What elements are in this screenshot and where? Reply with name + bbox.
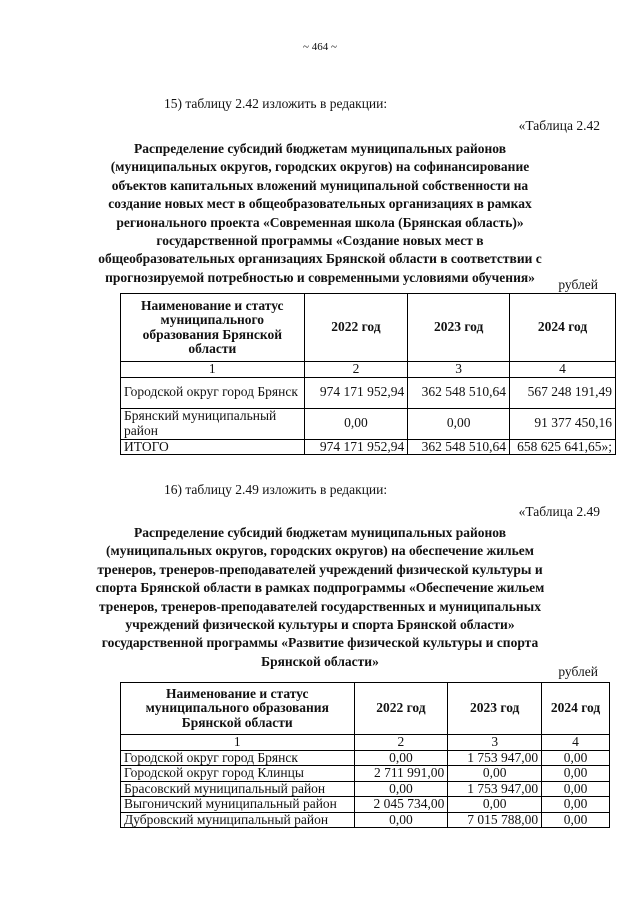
- title-line: (муниципальных округов, городских округов) на софинансирование: [110, 159, 530, 175]
- column-number-row: [121, 362, 616, 378]
- title-line: тренеров, тренеров-преподавателей учреждений физической культуры и: [97, 561, 543, 577]
- cell-name: Городской округ город Брянск: [121, 377, 305, 408]
- table-row: [121, 408, 616, 439]
- header-2023: 2023 год: [448, 683, 542, 735]
- title-line: Распределение субсидий бюджетам муниципальных районов: [133, 141, 507, 156]
- table-row: [121, 812, 610, 828]
- cell-2022: 974 171 952,94: [304, 439, 408, 455]
- table-row: [121, 766, 610, 782]
- cell-2023: 362 548 510,64: [408, 377, 510, 408]
- cell-name: Городской округ город Брянск: [121, 750, 355, 766]
- cell-2023: 7 015 788,00: [448, 812, 542, 828]
- cell-2024: 91 377 450,16: [510, 408, 616, 439]
- cell-2022: 0,00: [354, 812, 448, 828]
- title-line: Распределение субсидий бюджетам муниципальных районов: [133, 525, 507, 540]
- column-number-row: [121, 735, 610, 751]
- table-2-49-title: [40, 524, 600, 671]
- header-2022: 2022 год: [304, 294, 408, 362]
- title-line: общеобразовательных организациях Брянской области в соответствии с: [98, 251, 542, 267]
- table-row: [121, 750, 610, 766]
- header-2024: 2024 год: [510, 294, 616, 362]
- cell-2024: 0,00: [542, 766, 610, 782]
- cell-2023: 362 548 510,64: [408, 439, 510, 455]
- cell-2023: 1 753 947,00: [448, 750, 542, 766]
- cell-2022: 2 045 734,00: [354, 797, 448, 813]
- cell-2023: 0,00: [448, 797, 542, 813]
- cell-name: Брасовский муниципальный район: [121, 781, 355, 797]
- cell-name: Выгоничский муниципальный район: [121, 797, 355, 813]
- table-row-total: [121, 439, 616, 455]
- column-number: 2: [354, 735, 448, 751]
- header-2024: 2024 год: [542, 683, 610, 735]
- instruction-15: 15) таблицу 2.42 изложить в редакции:: [164, 96, 388, 111]
- title-line: (муниципальных округов, городских округов) на обеспечение жильем: [106, 543, 534, 559]
- column-number: 4: [542, 735, 610, 751]
- title-line: учреждений физической культуры и спорта Брянской области»: [125, 617, 515, 633]
- table-row: [121, 781, 610, 797]
- cell-2024: 567 248 191,49: [510, 377, 616, 408]
- cell-2023: 0,00: [408, 408, 510, 439]
- header-2023: 2023 год: [408, 294, 510, 362]
- cell-2023: 1 753 947,00: [448, 781, 542, 797]
- cell-2024: 0,00: [542, 781, 610, 797]
- title-line: Брянской области»: [261, 653, 379, 669]
- unit-label-2-42: рублей: [558, 277, 598, 292]
- cell-2022: 0,00: [354, 750, 448, 766]
- table-2-42-title: [40, 140, 600, 287]
- title-line: создание новых мест в общеобразовательных организациях в рамках: [108, 196, 532, 212]
- cell-2023: 0,00: [448, 766, 542, 782]
- cell-2022: 0,00: [354, 781, 448, 797]
- cell-name: Брянский муниципальный район: [121, 408, 305, 439]
- title-line: государственной программы «Развитие физической культуры и спорта: [101, 635, 539, 651]
- title-line: прогнозируемой потребностью и современными условиями обучения»: [105, 269, 535, 285]
- header-2022: 2022 год: [354, 683, 448, 735]
- cell-2022: 974 171 952,94: [304, 377, 408, 408]
- column-number: 1: [121, 735, 355, 751]
- table-header-row: [121, 294, 616, 362]
- column-number: 3: [408, 362, 510, 378]
- page-number: ~ 464 ~: [303, 41, 337, 53]
- table-row: [121, 797, 610, 813]
- cell-name: Городской округ город Клинцы: [121, 766, 355, 782]
- title-line: спорта Брянской области в рамках подпрограммы «Обеспечение жильем: [95, 580, 545, 596]
- table-header-row: [121, 683, 610, 735]
- cell-2024: 0,00: [542, 812, 610, 828]
- instruction-16: 16) таблицу 2.49 изложить в редакции:: [164, 482, 388, 497]
- column-number: 2: [304, 362, 408, 378]
- title-line: государственной программы «Создание новых мест в: [156, 233, 484, 249]
- column-number: 1: [121, 362, 305, 378]
- cell-name: ИТОГО: [121, 439, 305, 455]
- title-line: тренеров, тренеров-преподавателей государственных и муниципальных: [99, 598, 541, 614]
- cell-2024: 658 625 641,65»;: [510, 439, 616, 455]
- table-row: [121, 377, 616, 408]
- cell-2022: 2 711 991,00: [354, 766, 448, 782]
- cell-2024: 0,00: [542, 797, 610, 813]
- unit-label-2-49: рублей: [558, 664, 598, 679]
- table-label-2-42: «Таблица 2.42: [518, 118, 600, 133]
- title-line: регионального проекта «Современная школа (Брянская область)»: [116, 214, 524, 230]
- header-name: Наименование и статус муниципального образования Брянской области: [121, 294, 305, 362]
- cell-2024: 0,00: [542, 750, 610, 766]
- table-label-2-49: «Таблица 2.49: [518, 504, 600, 519]
- title-line: объектов капитальных вложений муниципальной собственности на: [111, 177, 529, 193]
- column-number: 3: [448, 735, 542, 751]
- cell-2022: 0,00: [304, 408, 408, 439]
- cell-name: Дубровский муниципальный район: [121, 812, 355, 828]
- header-name: Наименование и статус муниципального образования Брянской области: [121, 683, 355, 735]
- table-2-49: [120, 682, 610, 828]
- table-2-42: [120, 293, 616, 455]
- column-number: 4: [510, 362, 616, 378]
